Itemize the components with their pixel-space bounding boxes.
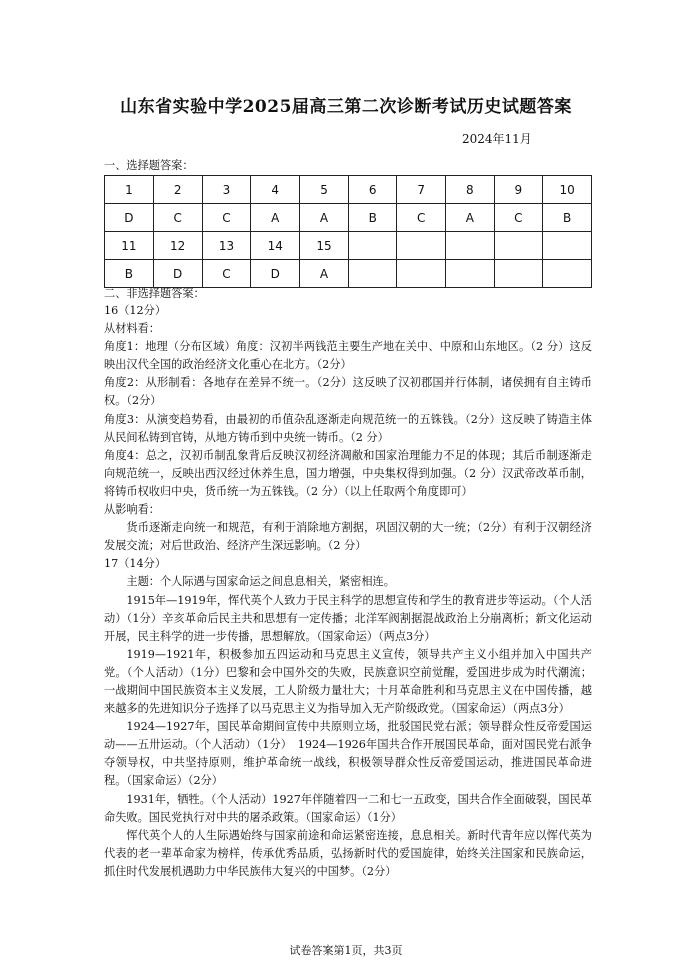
table-cell: D — [105, 204, 154, 232]
table-row-answers — [105, 204, 592, 232]
paragraph: 从影响看： — [104, 503, 160, 517]
section1-heading: 一、选择题答案： — [104, 159, 194, 172]
table-cell: A — [300, 260, 349, 288]
table-cell — [397, 232, 446, 260]
table-cell — [446, 260, 495, 288]
table-cell: 7 — [397, 176, 446, 204]
table-cell — [348, 260, 397, 288]
table-cell — [543, 232, 592, 260]
table-cell: 12 — [153, 232, 202, 260]
table-cell: C — [153, 204, 202, 232]
page-title: 山东省实验中学2025届高三第二次诊断考试历史试题答案 — [120, 97, 572, 117]
table-cell: 11 — [105, 232, 154, 260]
paragraph: 货币逐渐走向统一和规范，有利于消除地方割据，巩固汉朝的大一统；（2分）有利于汉朝经济发展交流；对后世政治、经济产生深远影响。（2 分） — [104, 521, 592, 553]
table-cell: A — [251, 204, 300, 232]
table-cell: 10 — [543, 176, 592, 204]
page-footer: 试卷答案第1页，共3页 — [289, 944, 403, 957]
document-date: 2024年11月 — [462, 132, 532, 146]
paragraph: 角度1：地理（分布区域）角度：汉初半两钱范主要生产地在关中、中原和山东地区。（2 分）这反映出汉代全国的政治经济文化重心在北方。（2分） — [104, 340, 592, 372]
paragraph: 1919—1921年，积极参加五四运动和马克思主义宣传，领导共产主义小组并加入中国共产党。（个人活动）（1分）巴黎和会中国外交的失败，民族意识空前觉醒，爱国进步成为时代潮流；一战期间中国民族资本主义发展，工人阶级力量壮大；十月革命胜利和马克思主义在中国传播，越来越多的先进知识分子选择了以马克思主义为指导加入无产阶级政党。（国家命运）（两点3分） — [104, 647, 592, 716]
paragraph: 从材料看： — [104, 322, 160, 336]
table-cell — [397, 260, 446, 288]
table-cell: C — [202, 260, 251, 288]
table-cell: 1 — [105, 176, 154, 204]
paragraph: 角度2：从形制看：各地存在差异不统一。（2分）这反映了汉初郡国并行体制，诸侯拥有自主铸币权。（2分） — [104, 376, 592, 408]
table-cell: D — [251, 260, 300, 288]
table-cell: 8 — [446, 176, 495, 204]
table-cell — [494, 232, 543, 260]
paragraph: 1924—1927年，国民革命期间宣传中共原则立场，批驳国民党右派；领导群众性反帝爱国运动——五卅运动。（个人活动）（1分） 1924—1926年国共合作开展国民革命，面对国民党右派争夺领导权，中共坚持原则，维护革命统一战线，积极领导群众性反帝爱国运动，推进国民革命进程。（国家命运）（2分） — [104, 720, 592, 788]
table-cell — [348, 232, 397, 260]
table-cell: C — [494, 204, 543, 232]
table-cell: A — [446, 204, 495, 232]
table-cell: A — [300, 204, 349, 232]
table-cell: 2 — [153, 176, 202, 204]
table-cell: C — [202, 204, 251, 232]
table-row-numbers — [105, 232, 592, 260]
table-cell: 6 — [348, 176, 397, 204]
table-cell: D — [153, 260, 202, 288]
paragraph: 1915年—1919年，恽代英个人致力于民主科学的思想宣传和学生的教育进步等运动。（个人活动）（1分）辛亥革命后民主共和思想有一定传播；北洋军阀割据混战政治上分崩离析；新文化运动开展，民主科学的进一步传播，思想解放。（国家命运）（两点3分） — [104, 593, 592, 643]
table-cell: 14 — [251, 232, 300, 260]
paragraph: 16（12分） — [104, 304, 167, 317]
table-cell: 13 — [202, 232, 251, 260]
paragraph: 角度3：从演变趋势看，由最初的币值杂乱逐渐走向规范统一的五铢钱。（2分）这反映了铸造主体从民间私铸到官铸，从地方铸币到中央统一铸币。（2 分） — [104, 412, 592, 444]
table-cell — [543, 260, 592, 288]
section2-heading: 二、非选择题答案： — [104, 287, 205, 300]
table-cell: B — [543, 204, 592, 232]
table-cell — [494, 260, 543, 288]
table-cell: 9 — [494, 176, 543, 204]
table-cell — [446, 232, 495, 260]
answer-table — [104, 175, 592, 288]
table-cell: 4 — [251, 176, 300, 204]
table-cell: B — [105, 260, 154, 288]
paragraph: 主题：个人际遇与国家命运之间息息相关，紧密相连。 — [126, 575, 395, 589]
paragraph: 17（14分） — [104, 557, 167, 571]
table-cell: B — [348, 204, 397, 232]
paragraph: 角度4：总之，汉初币制乱象背后反映汉初经济凋敝和国家治理能力不足的体现；其后币制逐渐走向规范统一，反映出西汉经过休养生息，国力增强，中央集权得到加强。（2 分）汉武帝改革币制，将铸币权收归中央，货币统一为五铢钱。（2 分）（以上任取两个角度即可） — [104, 448, 592, 498]
table-row-answers — [105, 260, 592, 288]
table-row-numbers — [105, 176, 592, 204]
paragraph: 恽代英个人的人生际遇始终与国家前途和命运紧密连接，息息相关。新时代青年应以恽代英为代表的老一辈革命家为榜样，传承优秀品质，弘扬新时代的爱国旋律，始终关注国家和民族命运，抓住时代发展机遇助力中华民族伟大复兴的中国梦。（2分） — [104, 828, 592, 878]
table-cell: 5 — [300, 176, 349, 204]
paragraph: 1931年，牺牲。（个人活动）1927年伴随着四一二和七一五政变，国共合作全面破裂，国民革命失败。国民党执行对中共的屠杀政策。（国家命运）（1分） — [104, 792, 592, 824]
table-cell: 3 — [202, 176, 251, 204]
answer-body-text — [104, 302, 592, 881]
table-cell: 15 — [300, 232, 349, 260]
table-cell: C — [397, 204, 446, 232]
